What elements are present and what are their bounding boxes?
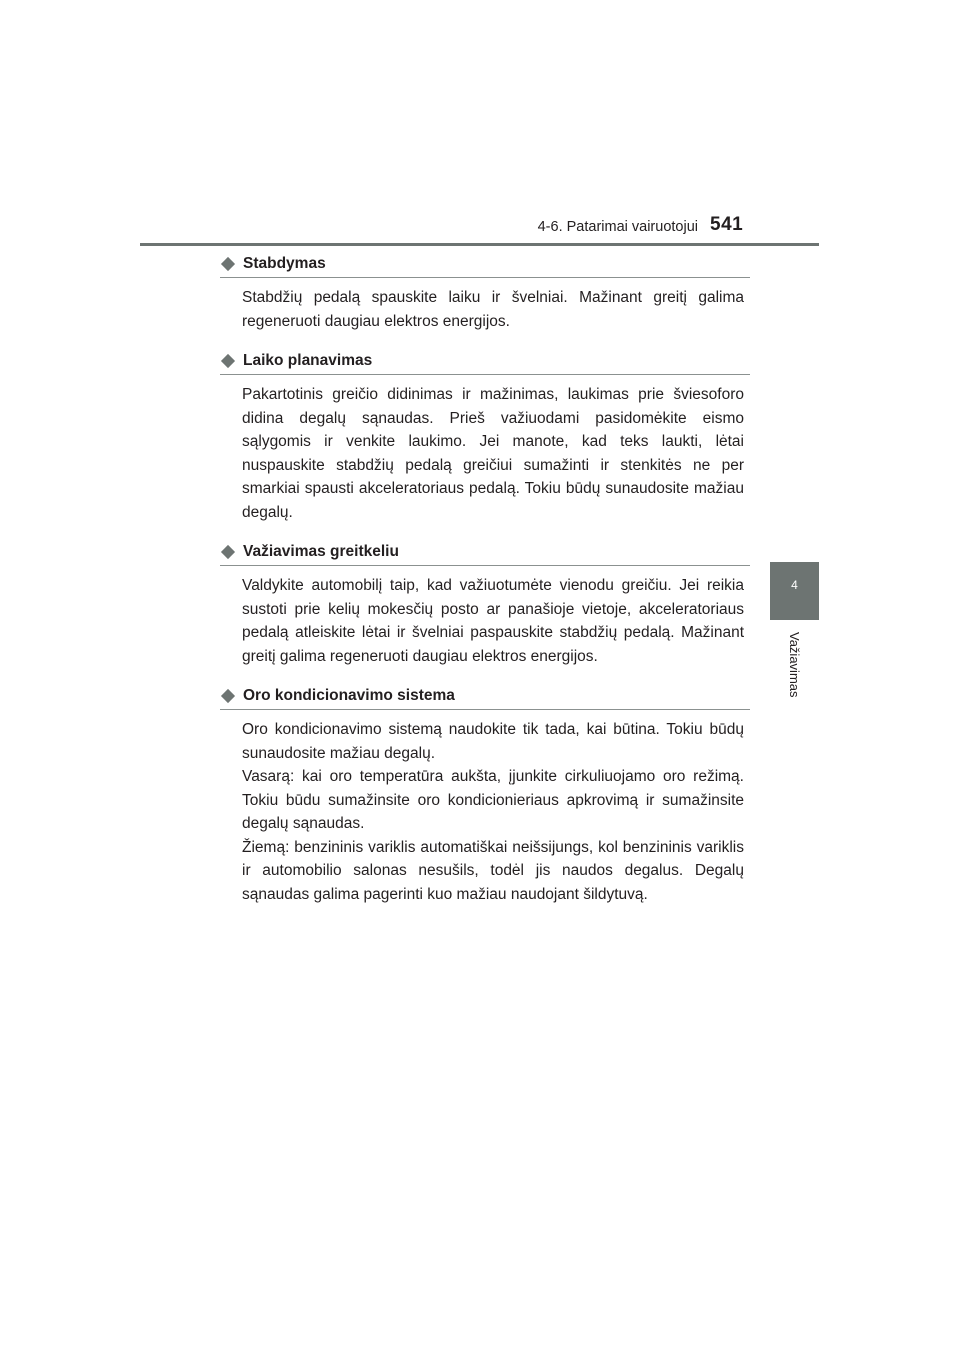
paragraph: Žiemą: benzininis variklis automatiškai neišsijungs, kol benzininis variklis ir automobilio salonas nesušils, todėl jis naudos degalus. Degalų sąnaudas galima pagerinti kuo mažiau naudojant šildytuvą. (242, 838, 744, 903)
diamond-bullet-icon (221, 545, 235, 559)
section-body (242, 718, 744, 906)
section-header (220, 540, 750, 566)
section-title: Važiavimas greitkeliu (243, 543, 399, 560)
page-content (220, 252, 750, 922)
section-body (242, 286, 744, 333)
section-oro-kondicionavimo-sistema (220, 684, 750, 906)
section-header (220, 349, 750, 375)
paragraph: Vasarą: kai oro temperatūra aukšta, įjunkite cirkuliuojamo oro režimą. Tokiu būdu sumažinsite oro kondicionieriaus apkrovimą ir sumažinsite degalų sąnaudas. (242, 768, 744, 832)
section-body (242, 383, 744, 524)
page-number: 541 (710, 214, 744, 235)
section-header (220, 252, 750, 278)
chapter-tab-label: Važiavimas (787, 632, 802, 698)
chapter-tab-number: 4 (791, 578, 798, 592)
section-body (242, 574, 744, 668)
diamond-bullet-icon (221, 689, 235, 703)
section-title: Stabdymas (243, 255, 326, 272)
paragraph: Stabdžių pedalą spauskite laiku ir švelniai. Mažinant greitį galima regeneruoti daugiau elektros energijos. (242, 289, 744, 330)
section-title: Oro kondicionavimo sistema (243, 687, 455, 704)
diamond-bullet-icon (221, 257, 235, 271)
section-laiko-planavimas (220, 349, 750, 524)
header-rule (140, 243, 819, 246)
paragraph: Pakartotinis greičio didinimas ir mažinimas, laukimas prie šviesoforo didina degalų sąnaudas. Prieš važiuodami pasidomėkite eismo sąlygomis ir venkite laukimo. Jei manote, kad teks laukti, lėtai nuspauskite stabdžių pedalą greičiui sumažinti ir stenkitės ne per smarkiai spausti akceleratoriaus pedalą. Tokiu būdų sunaudosite mažiau degalų. (242, 386, 744, 521)
section-stabdymas (220, 252, 750, 333)
header-section-title: 4-6. Patarimai vairuotojui (537, 219, 698, 235)
section-vaziavimas-greitkeliu (220, 540, 750, 668)
section-header (220, 684, 750, 710)
section-title: Laiko planavimas (243, 352, 373, 369)
paragraph: Valdykite automobilį taip, kad važiuotumėte vienodu greičiu. Jei reikia sustoti prie kelių mokesčių posto ar panašioje vietoje, akceleratoriaus pedalą atleiskite lėtai ir švelniai paspauskite stabdžių pedalą. Mažinant greitį galima regeneruoti daugiau elektros energijos. (242, 577, 744, 665)
diamond-bullet-icon (221, 354, 235, 368)
paragraph: Oro kondicionavimo sistemą naudokite tik tada, kai būtina. Tokiu būdų sunaudosite mažiau degalų. (242, 721, 744, 762)
